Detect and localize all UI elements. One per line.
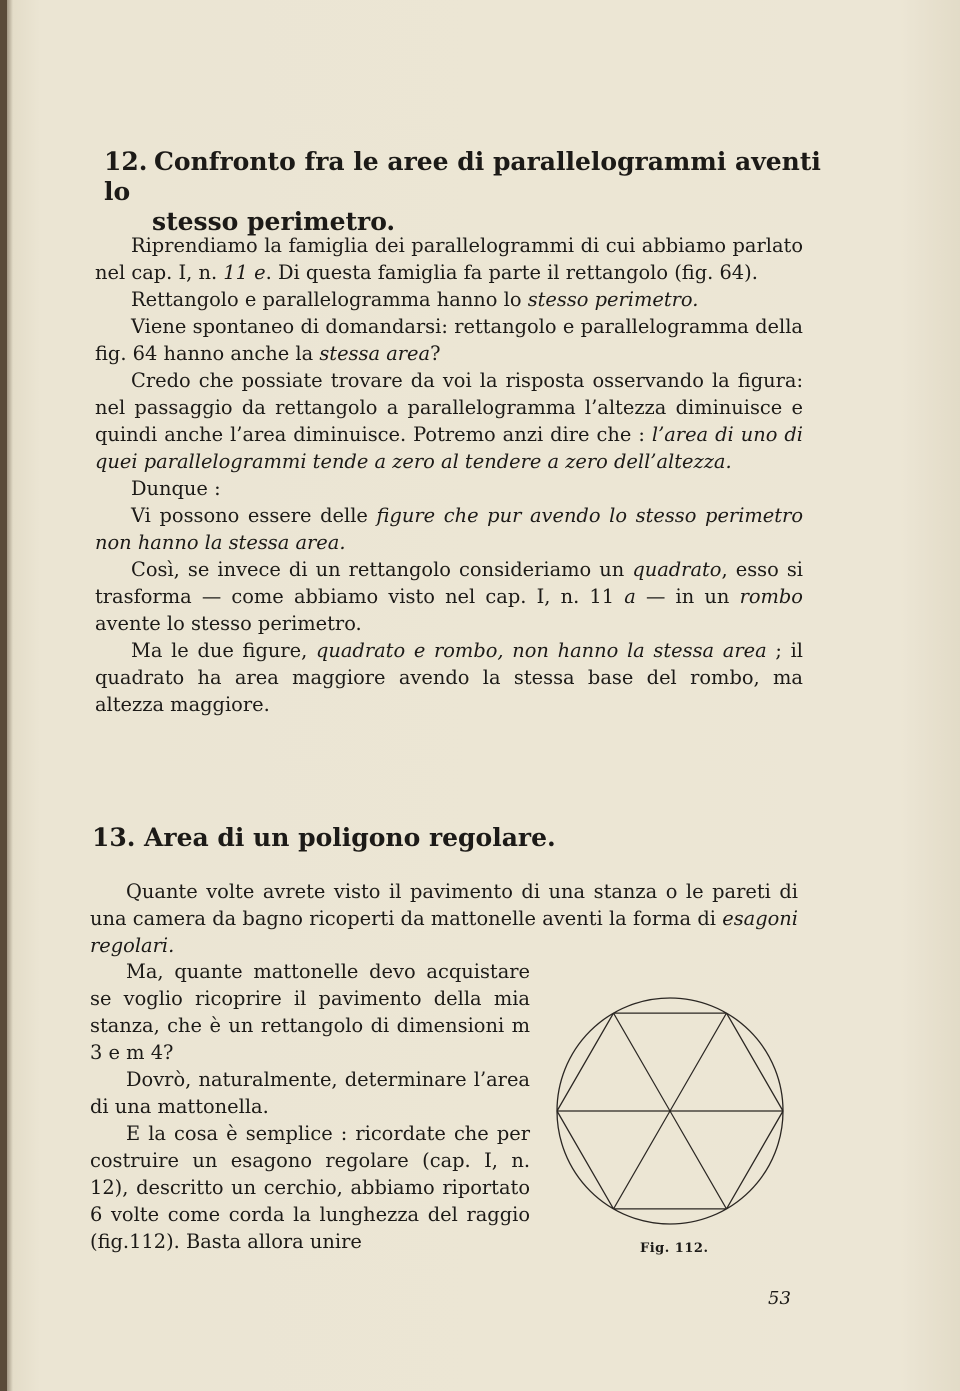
hexagon-radius-2 bbox=[670, 1111, 727, 1209]
paragraph: E la cosa è semplice : ricordate che per costruire un esagono regolare (cap. I, n. 12), descritto un cerchio, abbiamo riportato 6 volte come corda la lunghezza del raggio (fig.112). Basta allora unire bbox=[90, 1122, 530, 1253]
paragraph-emphasis: stesso perimetro. bbox=[527, 288, 699, 311]
paragraph-emphasis: stessa area bbox=[319, 342, 431, 365]
section-13-title: Area di un poligono regolare. bbox=[144, 823, 556, 852]
paragraph-text: Viene spontaneo di domandarsi: rettangolo e parallelogramma della fig. 64 hanno anche la bbox=[95, 315, 803, 365]
binding-edge bbox=[0, 0, 7, 1391]
paragraph bbox=[90, 878, 798, 959]
paragraph-text: Vi possono essere delle bbox=[131, 504, 377, 527]
hexagon-radius-3 bbox=[614, 1111, 671, 1209]
paragraph-text: . Di questa famiglia fa parte il rettangolo (fig. 64). bbox=[265, 261, 758, 284]
paragraph-text: Quante volte avrete visto il pavimento di una stanza o le pareti di una camera da bagno ricoperti da mattonelle aventi la forma di bbox=[90, 880, 798, 930]
paragraph bbox=[95, 637, 803, 718]
paragraph bbox=[95, 367, 803, 475]
figure-caption: Fig. 112. bbox=[640, 1241, 709, 1256]
paragraph: Dovrò, naturalmente, determinare l’area di una mattonella. bbox=[90, 1068, 530, 1118]
paragraph-text: — in un bbox=[635, 585, 740, 608]
hexagon-radius-5 bbox=[614, 1013, 671, 1111]
paragraph-text: ? bbox=[430, 342, 441, 365]
paragraph-text: Riprendiamo la famiglia dei parallelogrammi di cui abbiamo parlato nel cap. I, n. bbox=[95, 234, 803, 284]
section-13-body bbox=[90, 958, 530, 1255]
hexagon-in-circle-diagram bbox=[548, 985, 788, 1235]
paragraph bbox=[95, 286, 803, 313]
paragraph bbox=[95, 232, 803, 286]
paragraph-text: Credo che possiate trovare da voi la risposta osservando la figura: nel passaggio da rettangolo a parallelogramma l’altezza diminuisce e quindi anche l’area diminuisce. Potremo anzi dire che : bbox=[95, 369, 803, 446]
paragraph-emphasis: quadrato bbox=[632, 558, 722, 581]
paragraph bbox=[95, 556, 803, 637]
page-number: 53 bbox=[768, 1288, 791, 1309]
paragraph-emphasis: 11 e bbox=[223, 261, 266, 284]
paragraph-emphasis: esagoni regolari. bbox=[90, 907, 798, 957]
paragraph-emphasis: a bbox=[624, 585, 636, 608]
paragraph bbox=[95, 313, 803, 367]
hexagon-radius-6 bbox=[670, 1013, 727, 1111]
paragraph-text: ; il quadrato ha area maggiore avendo la stessa base del rombo, ma altezza maggiore. bbox=[95, 639, 803, 716]
paragraph: Ma, quante mattonelle devo acquistare se voglio ricoprire il pavimento della mia stanza, che è un rettangolo di dimensioni m 3 e m 4? bbox=[90, 960, 530, 1064]
section-13-number: 13. bbox=[92, 823, 136, 852]
paragraph-emphasis: l’area di uno di quei parallelogrammi tende a zero al tendere a zero dell’altezza. bbox=[95, 423, 803, 473]
paragraph-text: Rettangolo e parallelogramma hanno lo bbox=[131, 288, 528, 311]
hexagon-figure bbox=[548, 985, 788, 1235]
paragraph bbox=[95, 502, 803, 556]
section-12-title-line2: stesso perimetro. bbox=[152, 207, 396, 236]
paragraph: Dunque : bbox=[131, 477, 221, 500]
paragraph-text: avente lo stesso perimetro. bbox=[95, 612, 362, 635]
section-13-intro bbox=[90, 878, 798, 959]
paragraph-text: Così, se invece di un rettangolo consideriamo un bbox=[131, 558, 633, 581]
section-12-title-line1: Confronto fra le aree di parallelogrammi aventi lo bbox=[104, 147, 821, 206]
section-12-number: 12. bbox=[104, 147, 148, 176]
paragraph-text: Ma le due figure, bbox=[131, 639, 316, 662]
paragraph-emphasis: figure che pur avendo lo stesso perimetro non hanno la stessa area. bbox=[95, 504, 803, 554]
paragraph-text: , esso si trasforma — come abbiamo visto nel cap. I, n. 11 bbox=[95, 558, 803, 608]
section-12-heading bbox=[104, 147, 824, 237]
paragraph-emphasis: rombo bbox=[739, 585, 803, 608]
paragraph-emphasis: quadrato e rombo, non hanno la stessa area bbox=[315, 639, 767, 662]
section-12-body bbox=[95, 232, 803, 718]
hexagon-radii bbox=[557, 1013, 783, 1209]
binding-shadow bbox=[7, 0, 13, 1391]
section-13-heading bbox=[92, 823, 812, 853]
